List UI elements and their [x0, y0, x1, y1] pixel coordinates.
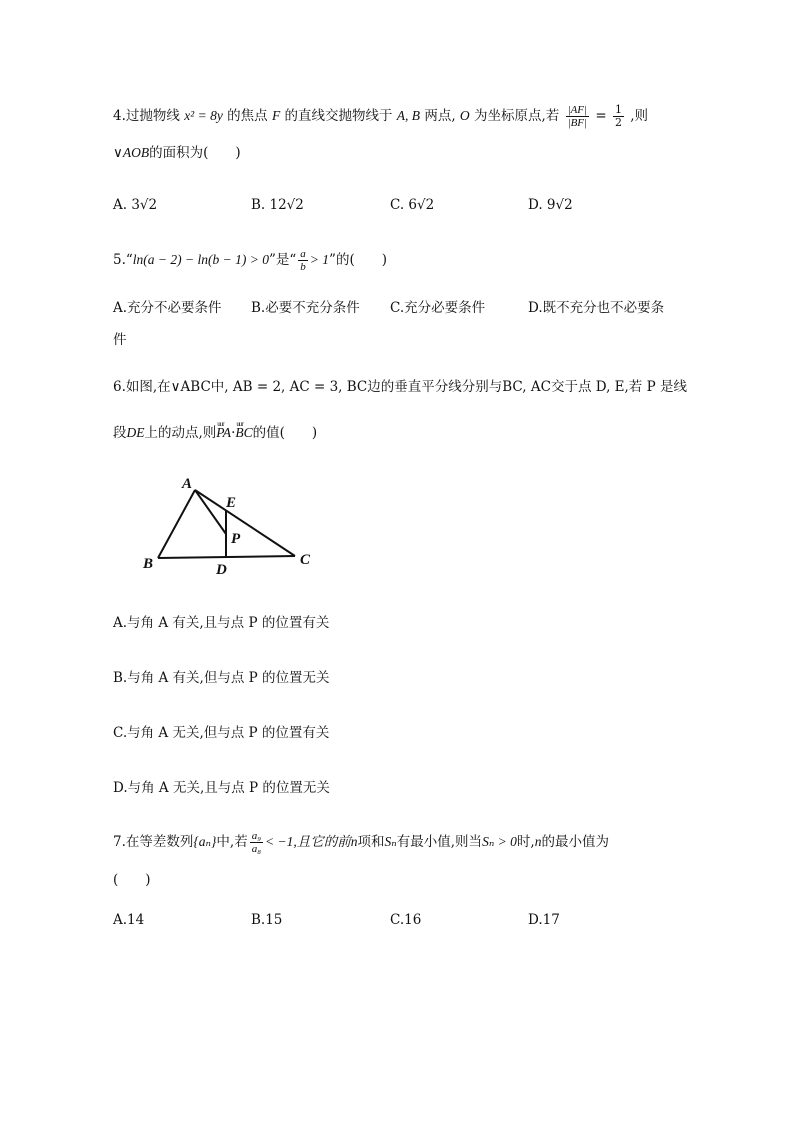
- q4-ratio-fraction: $\frac{|AF|}{|BF|}$: [567, 104, 588, 129]
- q4-option-c: C. 6√2: [390, 197, 435, 213]
- q6-segment-pa-line: [195, 490, 226, 534]
- q4-parabola-eq: x² = 8y: [184, 108, 223, 123]
- q7-text: 项和: [357, 834, 385, 850]
- q6-dot: ·: [231, 425, 236, 441]
- q4-points-ab: A, B: [396, 108, 421, 123]
- q6-side-ab: [158, 490, 195, 558]
- q7-text: 时,: [516, 834, 535, 850]
- q6-text: 段: [113, 425, 127, 441]
- q7-n: n: [534, 834, 542, 849]
- q4-text: 的面积为( ): [149, 145, 241, 161]
- q6-label-a: A: [182, 476, 193, 492]
- q6-vector-bc: uur BC: [235, 423, 252, 443]
- q7-option-b: B.15: [251, 912, 283, 928]
- q4-equals: =: [595, 108, 607, 124]
- q6-label-d: D: [216, 562, 227, 578]
- q6-option-b: B.与角 A 有关,但与点 P 的位置无关: [113, 670, 330, 686]
- q4-triangle-aob: ∨AOB: [113, 145, 150, 160]
- q4-text: 两点,: [424, 108, 456, 124]
- q7-option-a: A.14: [113, 912, 145, 928]
- q7-text: 有最小值,则当: [396, 834, 483, 850]
- q7-condition: < −1,且它的前: [265, 834, 351, 849]
- q6-segment-de: DE: [126, 425, 145, 440]
- q5-option-c: C.充分必要条件: [390, 300, 486, 316]
- q5-text: ”的( ): [329, 252, 387, 268]
- q5-option-d-wrap: 件: [113, 332, 127, 348]
- q4-focus-f: F: [271, 108, 281, 123]
- q6-text: 的值( ): [252, 425, 318, 441]
- q6-option-c: C.与角 A 无关,但与点 P 的位置有关: [113, 725, 330, 741]
- q4-text: 的焦点: [227, 108, 268, 124]
- q4-origin-o: O: [459, 108, 470, 123]
- q5-option-d: D.既不充分也不必要条: [528, 300, 665, 316]
- q4-option-d: D. 9√2: [528, 197, 573, 213]
- q7-sn-positive: Sₙ > 0: [482, 834, 517, 849]
- q6-label-p: P: [231, 531, 241, 547]
- q6-label-c: C: [300, 552, 311, 568]
- q5-text: ”是“: [268, 252, 297, 268]
- q7-sequence: {aₙ}: [193, 834, 217, 849]
- q6-line2: [113, 423, 317, 443]
- q6-option-d: D.与角 A 无关,且与点 P 的位置无关: [113, 780, 330, 796]
- q4-text: 的直线交抛物线于: [284, 108, 393, 124]
- q6-label-b: B: [143, 556, 154, 572]
- q7-text: 的最小值为: [541, 834, 609, 850]
- q6-side-ac: [195, 490, 295, 556]
- q7-line1: [113, 830, 609, 855]
- q4-option-b: B. 12√2: [251, 197, 304, 213]
- q5-ab-fraction: $\frac{a}{b}$: [300, 248, 306, 273]
- q5-ratio-inequality: > 1: [309, 252, 330, 267]
- q4-text: 4.过抛物线: [113, 108, 180, 124]
- q5-option-b: B.必要不充分条件: [251, 300, 360, 316]
- q5-text: 5.“: [113, 252, 133, 268]
- q5-line1: [113, 248, 387, 273]
- q6-option-a: A.与角 A 有关,且与点 P 的位置有关: [113, 615, 330, 631]
- q7-ratio-fraction: $\frac{\text{a₉}}{\text{a₈}}$: [251, 830, 262, 855]
- q4-half-fraction: $\frac{1}{2}$: [614, 103, 622, 129]
- q4-option-a: A. 3√2: [113, 197, 158, 213]
- q7-text: 中,若: [216, 834, 248, 850]
- q4-text: 为坐标原点,若: [473, 108, 560, 124]
- q7-n: n: [350, 834, 358, 849]
- q7-text: 7.在等差数列: [113, 834, 194, 850]
- q7-option-d: D.17: [528, 912, 560, 928]
- q4-line1: [113, 104, 648, 129]
- q4-line2: [113, 143, 241, 163]
- q6-triangle-figure: [138, 468, 328, 580]
- q4-text: ,则: [630, 108, 649, 124]
- q5-option-a: A.充分不必要条件: [113, 300, 222, 316]
- q6-line1: 6.如图,在∨ABC中, AB = 2, AC = 3, BC边的垂直平分线分别与BC, AC交于点 D, E,若 P 是线: [113, 379, 687, 395]
- q6-vector-pa: uur PA: [216, 423, 231, 443]
- q7-option-c: C.16: [390, 912, 422, 928]
- q7-sn: Sₙ: [384, 834, 397, 849]
- q6-label-e: E: [226, 495, 237, 511]
- q7-line2: ( ): [113, 872, 151, 888]
- q6-text: 上的动点,则: [144, 425, 217, 441]
- q5-log-inequality: ln(a − 2) − ln(b − 1) > 0: [132, 252, 269, 267]
